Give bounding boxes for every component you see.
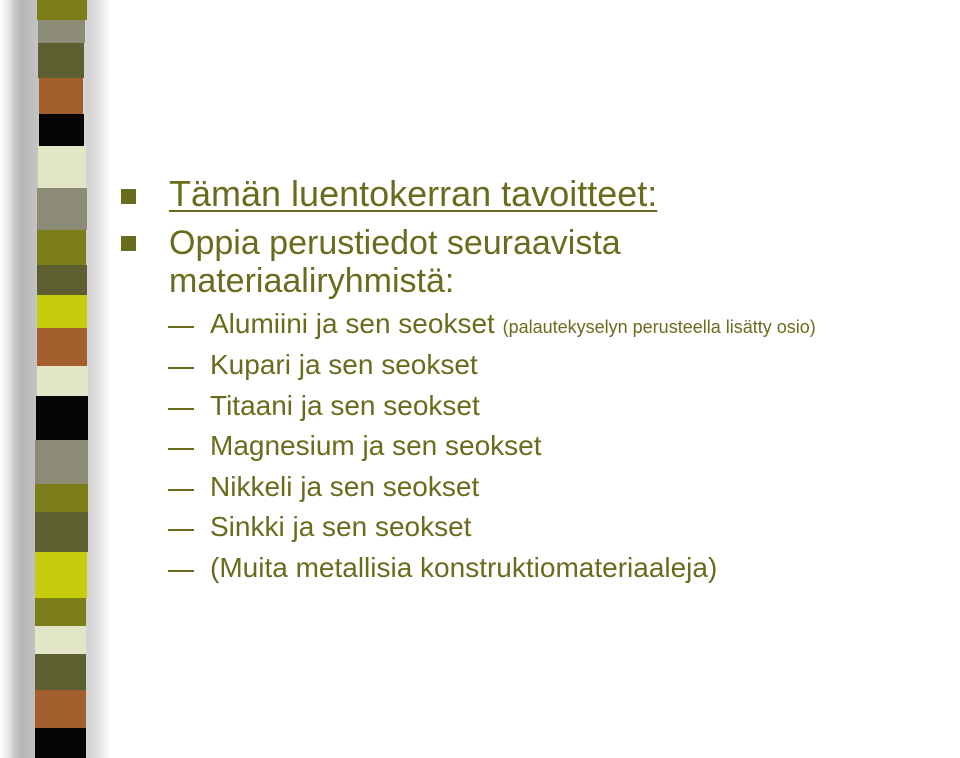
subitem-aluminium-note: (palautekyselyn perusteella lisätty osio)	[502, 317, 816, 337]
subitem-magnesium: Magnesium ja sen seokset	[210, 430, 542, 461]
dash-bullet-icon	[168, 448, 194, 450]
subitem-aluminium	[210, 308, 816, 340]
subitem-other-metals: (Muita metallisia konstruktiomateriaaleja)	[210, 552, 718, 583]
objective-line-2: materiaaliryhmistä:	[169, 262, 455, 300]
subitem-zinc: Sinkki ja sen seokset	[210, 511, 472, 542]
dash-bullet-icon	[168, 408, 194, 410]
dash-bullet-icon	[168, 367, 194, 369]
dash-bullet-icon	[168, 529, 194, 531]
square-bullet-icon	[121, 236, 136, 251]
subitem-titanium: Titaani ja sen seokset	[210, 390, 480, 421]
dash-bullet-icon	[168, 326, 194, 328]
subitem-nickel: Nikkeli ja sen seokset	[210, 471, 480, 502]
square-bullet-icon	[121, 189, 136, 204]
slide-title: Tämän luentokerran tavoitteet:	[169, 173, 658, 214]
subitem-aluminium-text: Alumiini ja sen seokset	[210, 308, 495, 339]
objective-line-1: Oppia perustiedot seuraavista	[169, 224, 621, 262]
dash-bullet-icon	[168, 570, 194, 572]
dash-bullet-icon	[168, 489, 194, 491]
subitem-copper: Kupari ja sen seokset	[210, 349, 478, 380]
